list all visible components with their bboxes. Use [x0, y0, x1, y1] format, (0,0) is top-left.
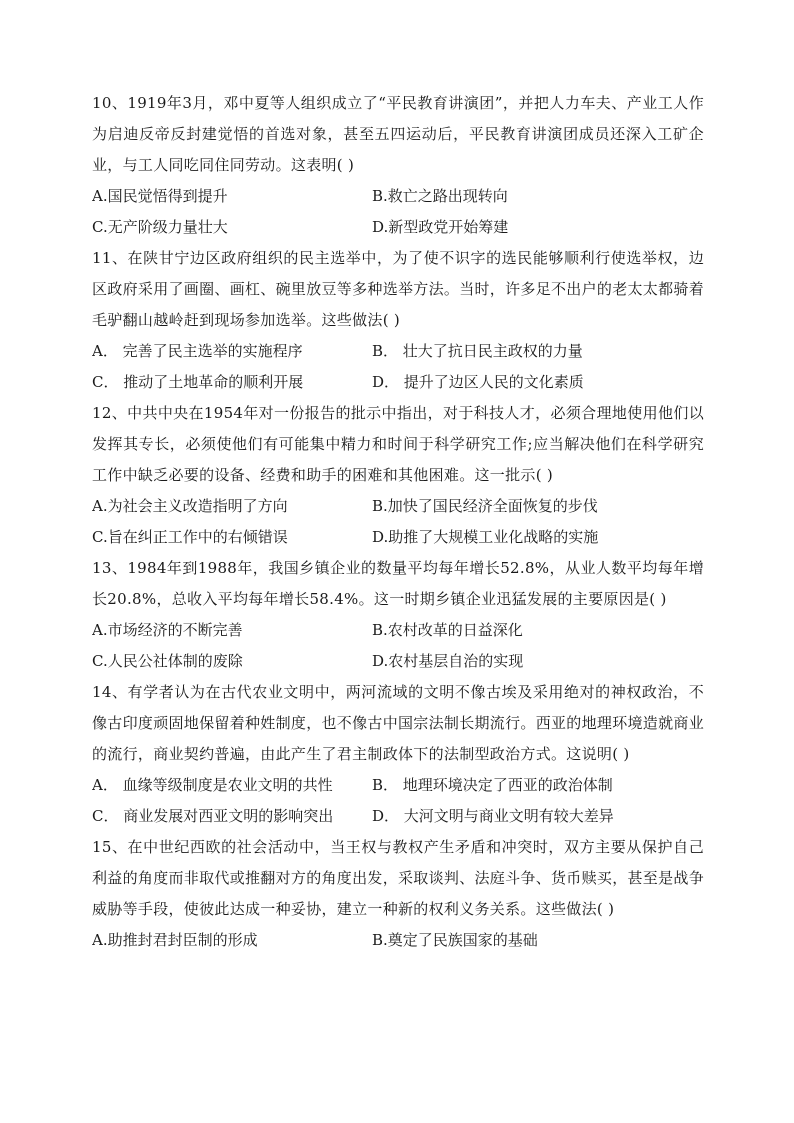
option-grid: [92, 336, 704, 398]
option-d[interactable]: D.新型政党开始筹建: [372, 218, 509, 236]
option-b[interactable]: B． 壮大了抗日民主政权的力量: [372, 342, 583, 360]
option-c[interactable]: C． 商业发展对西亚文明的影响突出: [92, 807, 334, 825]
question-stem: 15、在中世纪西欧的社会活动中，当王权与教权产生矛盾和冲突时，双方主要从保护自己利益的角度而非取代或推翻对方的角度出发，采取谈判、法庭斗争、货币赎买，甚至是战争威胁等手段，使彼此达成一种妥协，建立一种新的权利义务关系。这些做法( ): [92, 838, 705, 918]
question-15: [92, 832, 704, 956]
option-grid: [92, 491, 704, 553]
option-grid: [92, 770, 704, 832]
option-a[interactable]: A.市场经济的不断完善: [92, 621, 243, 639]
option-a[interactable]: A.助推封君封臣制的形成: [92, 931, 258, 949]
option-d[interactable]: D． 提升了边区人民的文化素质: [372, 373, 584, 391]
option-a[interactable]: A． 完善了民主选举的实施程序: [92, 342, 303, 360]
question-stem: 13、1984年到1988年，我国乡镇企业的数量平均每年增长52.8%，从业人数平均每年增长20.8%，总收入平均每年增长58.4%。这一时期乡镇企业迅猛发展的主要原因是( ): [92, 559, 704, 608]
question-13: [92, 553, 704, 677]
option-c[interactable]: C.旨在纠正工作中的右倾错误: [92, 528, 288, 546]
option-b[interactable]: B.加快了国民经济全面恢复的步伐: [372, 497, 598, 515]
option-b[interactable]: B.农村改革的日益深化: [372, 621, 523, 639]
question-stem: 10、1919年3月，邓中夏等人组织成立了“平民教育讲演团”，并把人力车夫、产业工人作为启迪反帝反封建觉悟的首选对象，甚至五四运动后，平民教育讲演团成员还深入工矿企业，与工人同吃同住同劳动。这表明( ): [92, 94, 704, 174]
question-sheet: [92, 88, 704, 956]
question-stem: 11、在陕甘宁边区政府组织的民主选举中，为了使不识字的选民能够顺利行使选举权，边区政府采用了画圈、画杠、碗里放豆等多种选举方法。当时，许多足不出户的老太太都骑着毛驴翻山越岭赶到现场参加选举。这些做法( ): [92, 249, 705, 329]
option-d[interactable]: D.助推了大规模工业化战略的实施: [372, 528, 599, 546]
option-b[interactable]: B.救亡之路出现转向: [372, 187, 508, 205]
option-grid: [92, 925, 704, 956]
option-c[interactable]: C． 推动了土地革命的顺利开展: [92, 373, 304, 391]
question-14: [92, 677, 704, 832]
option-grid: [92, 615, 704, 677]
question-stem: 14、有学者认为在古代农业文明中，两河流域的文明不像古埃及采用绝对的神权政治，不像古印度顽固地保留着种姓制度，也不像古中国宗法制长期流行。西亚的地理环境造就商业的流行，商业契约普遍，由此产生了君主制政体下的法制型政治方式。这说明( ): [92, 683, 705, 763]
question-stem: 12、中共中央在1954年对一份报告的批示中指出，对于科技人才，必须合理地使用他们以发挥其专长，必须使他们有可能集中精力和时间于科学研究工作;应当解决他们在科学研究工作中缺乏必要的设备、经费和助手的困难和其他困难。这一批示( ): [92, 404, 704, 484]
option-c[interactable]: C.人民公社体制的废除: [92, 652, 243, 670]
option-d[interactable]: D.农村基层自治的实现: [372, 652, 524, 670]
option-c[interactable]: C.无产阶级力量壮大: [92, 218, 228, 236]
question-11: [92, 243, 704, 398]
option-a[interactable]: A.为社会主义改造指明了方向: [92, 497, 288, 515]
option-b[interactable]: B． 地理环境决定了西亚的政治体制: [372, 776, 613, 794]
question-12: [92, 398, 704, 553]
option-d[interactable]: D． 大河文明与商业文明有较大差异: [372, 807, 614, 825]
option-a[interactable]: A.国民觉悟得到提升: [92, 187, 228, 205]
option-a[interactable]: A． 血缘等级制度是农业文明的共性: [92, 776, 333, 794]
option-b[interactable]: B.奠定了民族国家的基础: [372, 931, 538, 949]
option-grid: [92, 181, 704, 243]
question-10: [92, 88, 704, 243]
